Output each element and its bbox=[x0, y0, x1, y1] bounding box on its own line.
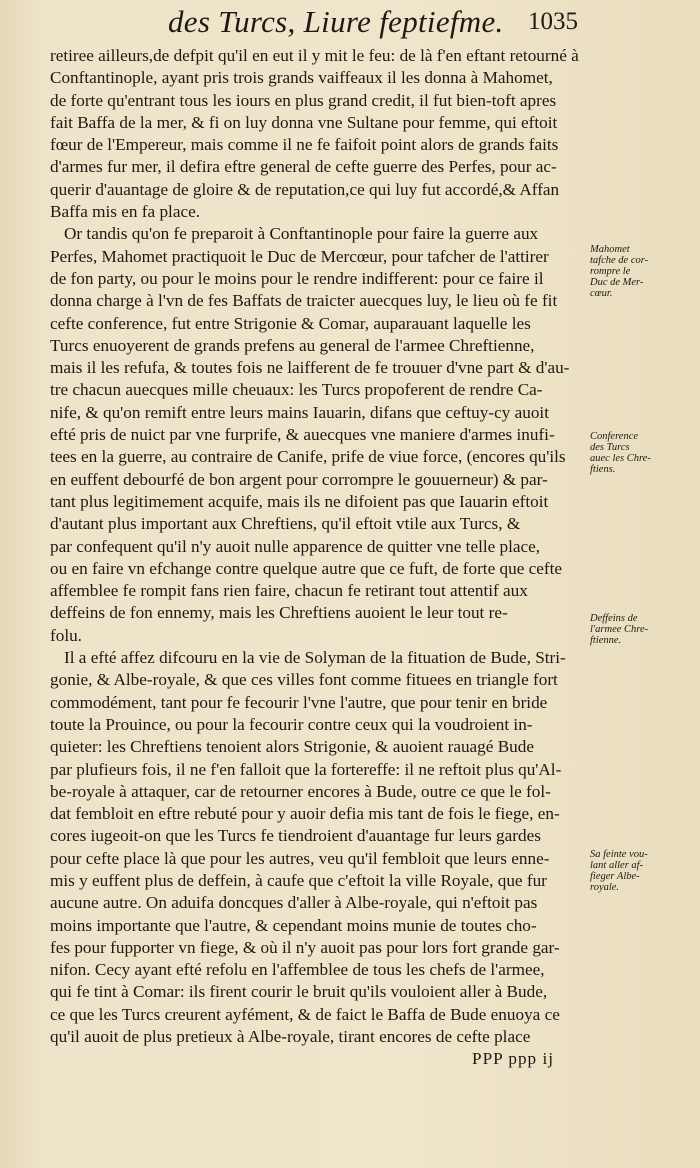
text-line: toute la Prouince, ou pour la fecourir contre ceux qui la voudroient in- bbox=[50, 714, 533, 734]
text-line: tre chacun auecques mille cheuaux: les Turcs propoferent de rendre Ca- bbox=[50, 380, 543, 400]
signature-mark: PPP ppp ij bbox=[472, 1049, 554, 1069]
margin-note-line: Conference bbox=[590, 431, 639, 442]
text-line: deffeins de fon ennemy, mais les Chreftiens auoient le leur tout re- bbox=[50, 603, 508, 623]
paragraph-2 bbox=[50, 223, 588, 647]
margin-note-4 bbox=[590, 849, 696, 893]
text-line: ou en faire vn efchange contre quelque autre que ce fuft, de forte que cefte bbox=[50, 558, 563, 578]
margin-note-2 bbox=[590, 431, 696, 475]
text-line: qui fe tint à Comar: ils firent courir le bruit qu'ils vouloient aller à Bude, bbox=[50, 982, 548, 1002]
text-line: fait Baffa de la mer, & fi on luy donna vne Sultane pour femme, qui eftoit bbox=[50, 112, 558, 132]
margin-note-3 bbox=[590, 613, 696, 646]
text-line: nifon. Cecy ayant efté refolu en l'affemblee de tous les chefs de l'armee, bbox=[50, 960, 545, 980]
text-line: de forte qu'entrant tous les iours en plus grand credit, il fut bien-toft apres bbox=[50, 90, 557, 110]
text-line: pour cefte place là que pour les autres, veu qu'il fembloit que leurs enne- bbox=[50, 848, 550, 868]
page-header bbox=[0, 0, 700, 46]
text-line: tant plus legitimement acquife, mais ils ne difoient pas que Iauarin eftoit bbox=[50, 491, 549, 511]
text-line: par plufieurs fois, il ne f'en falloit que la fortereffe: il ne reftoit plus qu'Al- bbox=[50, 759, 562, 779]
text-line: moins importante que l'autre, & cependant moins munie de toutes cho- bbox=[50, 915, 537, 935]
margin-note-line: des Turcs bbox=[590, 442, 630, 453]
text-line: de fon party, ou pour le moins pour le rendre indifferent: pour ce faire il bbox=[50, 268, 544, 288]
margin-note-line: lant aller af- bbox=[590, 860, 644, 871]
text-line: donna charge à l'vn de fes Baffats de traicter auecques luy, le lieu où fe fit bbox=[50, 291, 558, 311]
margin-note-line: l'armee Chre- bbox=[590, 624, 649, 635]
text-line: Or tandis qu'on fe preparoit à Conftantinople pour faire la guerre aux bbox=[64, 224, 539, 244]
text-line: d'armes fur mer, il defira eftre general de cefte guerre des Perfes, pour ac- bbox=[50, 157, 557, 177]
margin-note-line: ftiens. bbox=[590, 464, 616, 475]
text-line: cores iugeoit-on que les Turcs fe tiendroient d'auantage fur leurs gardes bbox=[50, 826, 541, 846]
text-line: en euffent debourfé de bon argent pour corrompre le gouuerneur) & par- bbox=[50, 469, 548, 489]
text-line: aucune autre. On aduifa doncques d'aller à Albe-royale, qui n'eftoit pas bbox=[50, 893, 538, 913]
text-line: fes pour fupporter vn fiege, & où il n'y auoit pas pour lors fort grande gar- bbox=[50, 937, 560, 957]
text-line: efté pris de nuict par vne furprife, & auecques vne maniere d'armes inufi- bbox=[50, 425, 555, 445]
text-line: mais il les refufa, & toutes fois ne laifferent de fe trouuer d'vne part & d'au- bbox=[50, 358, 570, 378]
text-line: retiree ailleurs,de defpit qu'il en eut il y mit le feu: de là f'en eftant retourné à bbox=[50, 46, 579, 65]
margin-note-line: royale. bbox=[590, 882, 620, 893]
running-title: des Turcs, Liure feptiefme. bbox=[168, 4, 504, 39]
text-line: Il a efté affez difcouru en la vie de Solyman de la fituation de Bude, Stri- bbox=[64, 648, 566, 668]
text-line: affemblee fe rompit fans rien faire, chacun fe retirant tout attentif aux bbox=[50, 581, 528, 601]
paragraph-1 bbox=[50, 45, 588, 223]
text-line: Conftantinople, ayant pris trois grands vaiffeaux il les donna à Mahomet, bbox=[50, 68, 553, 88]
text-line: gonie, & Albe-royale, & que ces villes font comme fituees en triangle fort bbox=[50, 670, 558, 690]
margin-note-line: auec les Chre- bbox=[590, 453, 651, 464]
text-line: d'autant plus important aux Chreftiens, qu'il eftoit vtile aux Turcs, & bbox=[50, 514, 521, 534]
text-line: dat fembloit en eftre rebuté pour y auoir defia mis tant de fois le fiege, en- bbox=[50, 804, 560, 824]
page-number: 1035 bbox=[528, 8, 578, 35]
paragraph-3 bbox=[50, 647, 588, 1048]
margin-note-line: Deffeins de bbox=[590, 613, 638, 624]
margin-note-1 bbox=[590, 244, 696, 299]
text-line: querir d'auantage de gloire & de reputation,ce qui luy fut accordé,& Affan bbox=[50, 179, 560, 199]
text-line: tees en la guerre, au contraire de Canife, prife de viue force, (encores qu'ils bbox=[50, 447, 566, 467]
margin-note-line: cœur. bbox=[590, 288, 613, 299]
margin-note-line: tafche de cor- bbox=[590, 255, 649, 266]
margin-note-line: rompre le bbox=[590, 266, 631, 277]
text-line: ce que les Turcs creurent ayfément, & de faict le Baffa de Bude enuoya ce bbox=[50, 1004, 560, 1024]
text-line: quieter: les Chreftiens tenoient alors Strigonie, & auoient rauagé Bude bbox=[50, 737, 534, 757]
text-line: mis y euffent plus de deffein, à caufe que c'eftoit la ville Royale, que fur bbox=[50, 870, 547, 890]
text-line: cefte conference, fut entre Strigonie & Comar, auparauant laquelle les bbox=[50, 313, 531, 333]
text-line: Perfes, Mahomet practiquoit le Duc de Mercœur, pour tafcher de l'attirer bbox=[50, 246, 549, 266]
margin-note-line: Sa feinte vou- bbox=[590, 849, 648, 860]
margin-note-line: ftienne. bbox=[590, 635, 622, 646]
text-line: par confequent qu'il n'y auoit nulle apparence de quitter vne telle place, bbox=[50, 536, 541, 556]
text-line: qu'il auoit de plus pretieux à Albe-royale, tirant encores de cefte place bbox=[50, 1027, 531, 1047]
text-line: folu. bbox=[50, 625, 82, 645]
text-line: be-royale à attaquer, car de retourner encores à Bude, outre ce que le fol- bbox=[50, 781, 551, 801]
text-line: commodément, tant pour fe fecourir l'vne l'autre, que pour tenir en bride bbox=[50, 692, 548, 712]
text-line: fœur de l'Empereur, mais comme il ne fe faifoit point alors de grands faits bbox=[50, 135, 559, 155]
margin-note-line: Mahomet bbox=[590, 244, 630, 255]
margin-note-line: fieger Albe- bbox=[590, 871, 640, 882]
main-text-column bbox=[50, 45, 588, 1071]
text-line: nife, & qu'on remift entre leurs mains Iauarin, difans que ceftuy-cy auoit bbox=[50, 402, 549, 422]
text-line: Turcs enuoyerent de grands prefens au general de l'armee Chreftienne, bbox=[50, 335, 535, 355]
margin-note-line: Duc de Mer- bbox=[590, 277, 644, 288]
text-line: Baffa mis en fa place. bbox=[50, 202, 201, 222]
